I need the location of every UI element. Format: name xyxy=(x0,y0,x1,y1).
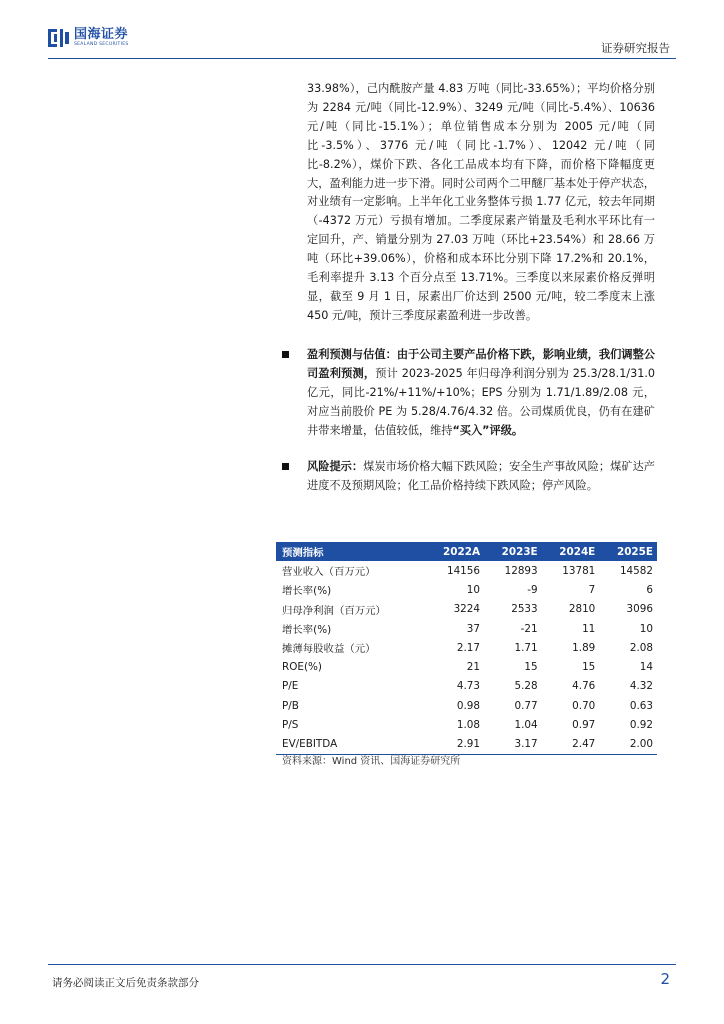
table-row xyxy=(276,657,657,676)
table-row-label: 增长率(%) xyxy=(282,585,332,598)
table-cell: 1.71 xyxy=(514,641,538,654)
table-header-cell: 2024E xyxy=(542,542,600,561)
table-row-label: P/S xyxy=(282,719,299,732)
table-cell: 2.47 xyxy=(542,735,600,755)
table-cell: 2.17 xyxy=(456,641,481,654)
table-cell: 0.70 xyxy=(572,699,596,712)
table-cell: 2.08 xyxy=(629,641,653,654)
table-cell: 14156 xyxy=(446,564,481,577)
table-cell: 21 xyxy=(466,661,481,674)
table-cell: 0.63 xyxy=(629,699,653,712)
table-cell: 1.89 xyxy=(572,641,596,654)
table-cell: 0.98 xyxy=(456,699,481,712)
table-row xyxy=(276,561,657,580)
forecast-table xyxy=(276,542,657,755)
page-header xyxy=(0,0,724,60)
table-cell: 0.77 xyxy=(514,699,538,712)
table-row-label: 营业收入（百万元） xyxy=(282,566,376,579)
table-cell: 5.28 xyxy=(514,680,538,693)
table-source-note: 资料来源：Wind 资讯、国海证券研究所 xyxy=(282,756,461,767)
table-row xyxy=(276,580,657,599)
table-cell: 15 xyxy=(582,661,596,674)
table-cell: 3224 xyxy=(453,603,481,616)
table-row xyxy=(276,715,657,734)
table-row-label: 摊薄每股收益（元） xyxy=(282,643,376,656)
footer-disclaimer: 请务必阅读正文后免责条款部分 xyxy=(52,977,199,989)
table-cell: 11 xyxy=(582,622,596,635)
table-row-label: 增长率(%) xyxy=(282,624,332,637)
logo-mark-icon xyxy=(48,29,70,47)
table-header-cell: 2025E xyxy=(599,542,657,561)
table-cell: 1.04 xyxy=(514,719,538,732)
bullet-square-icon xyxy=(282,463,289,470)
table-cell: 3.17 xyxy=(484,735,542,755)
logo-text-cn: 国海证券 xyxy=(74,27,129,42)
table-cell: 6 xyxy=(646,583,653,596)
table-cell: 7 xyxy=(588,583,596,596)
bullet-risk-warning xyxy=(282,458,655,496)
table-header-cell: 预测指标 xyxy=(276,542,425,561)
table-header-cell: 2023E xyxy=(484,542,542,561)
earnings-analysis-paragraph: 33.98%），己内酰胺产量 4.83 万吨（同比-33.65%）；平均价格分别为 2284 元/吨（同比-12.9%）、3249 元/吨（同比-5.4%）、10636 元/吨（同比-15.1%）；单位销售成本分别为 2005 元/吨（同比-3.5%）、3776 元/吨（同比-1.7%）、12042 元/吨（同比-8.2%），煤价下跌、各化工品成本均有下降，而价格下降幅度更大，盈利能力进一步下滑。同时公司两个二甲醚厂基本处于停产状态，对业绩有一定影响。上半年化工业务整体亏损 1.77 亿元，较去年同期（-4372 万元）亏损有增加。二季度尿素产销量及毛利水平环比有一定回升，产、销量分别为 27.03 万吨（环比+23.54%）和 28.66 万吨（环比+39.06%），价格和成本环比分别下降 17.2%和 20.1%，毛利率提升 3.13 个百分点至 13.71%。三季度以来尿素价格反弹明显，截至 9 月 1 日，尿素出厂价达到 2500 元/吨，较二季度末上涨 450 元/吨，预计三季度尿素盈利进一步改善。 xyxy=(307,82,655,322)
table-row-label: EV/EBITDA xyxy=(276,735,425,755)
company-logo xyxy=(48,28,129,48)
table-cell: 14582 xyxy=(619,564,653,577)
table-row-label: ROE(%) xyxy=(282,661,322,674)
table-cell: 4.73 xyxy=(456,680,481,693)
table-row-label: P/E xyxy=(282,680,299,693)
page-number: 2 xyxy=(660,970,670,988)
table-row xyxy=(276,638,657,657)
table-row xyxy=(276,619,657,638)
table-cell: 2.00 xyxy=(599,735,657,755)
bullet-forecast-text: 预计 2023-2025 年归母净利润分别为 25.3/28.1/31.0 亿元，同比-21%/+11%/+10%；EPS 分别为 1.71/1.89/2.08 元，对应当前股价 PE 为 5.28/4.76/4.32 倍。公司煤质优良，仍有在建矿井带来增量，估值较低，维持 xyxy=(307,366,655,437)
rating-text: “买入”评级。 xyxy=(452,423,524,437)
table-row-label: P/B xyxy=(282,699,299,712)
table-cell: 14 xyxy=(639,661,653,674)
table-cell: 2533 xyxy=(511,603,538,616)
bullet-forecast-heading: 盈利预测与估值：由于公司主要产品价格下跌，影响业绩，我们调整公司盈利预测， xyxy=(307,348,655,380)
table-header-row xyxy=(276,542,657,561)
table-cell: 4.32 xyxy=(629,680,653,693)
table-header-cell: 2022A xyxy=(425,542,484,561)
table-cell: 1.08 xyxy=(456,719,481,732)
bullet-forecast-valuation xyxy=(282,346,655,441)
table-cell: 2810 xyxy=(568,603,596,616)
table-cell: 37 xyxy=(466,622,481,635)
table-cell: 4.76 xyxy=(572,680,596,693)
table-cell: 0.92 xyxy=(629,719,653,732)
bullet-risk-text: 煤炭市场价格大幅下跌风险；安全生产事故风险；煤矿达产进度不及预期风险；化工品价格持续下跌风险；停产风险。 xyxy=(307,460,655,492)
footer-divider xyxy=(48,964,676,965)
bullet-risk-heading: 风险提示： xyxy=(307,460,364,473)
table-row-label: 归母净利润（百万元） xyxy=(282,604,386,617)
bullet-square-icon xyxy=(282,351,289,358)
table-cell: 15 xyxy=(524,661,538,674)
logo-text-en: SEALAND SECURITIES xyxy=(74,42,129,47)
table-cell: -9 xyxy=(527,583,538,596)
table-cell: 10 xyxy=(466,583,481,596)
table-cell: 13781 xyxy=(562,564,596,577)
table-cell: 12893 xyxy=(504,564,538,577)
table-cell: 3096 xyxy=(626,603,653,616)
table-row xyxy=(276,677,657,696)
table-row xyxy=(276,600,657,619)
header-divider xyxy=(48,58,676,59)
table-cell: 0.97 xyxy=(572,719,596,732)
table-row xyxy=(276,696,657,715)
table-cell: 2.91 xyxy=(425,735,484,755)
table-cell: -21 xyxy=(520,622,538,635)
table-cell: 10 xyxy=(639,622,653,635)
report-type-label: 证券研究报告 xyxy=(601,41,670,55)
